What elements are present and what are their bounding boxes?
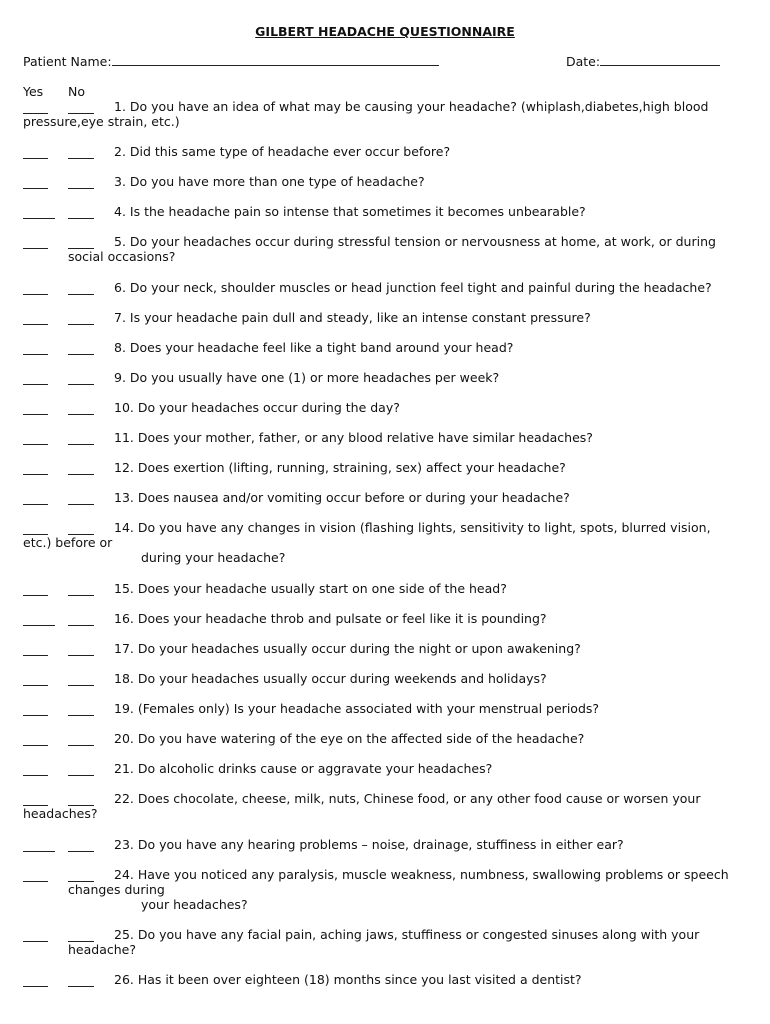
answer-yes-blank[interactable] bbox=[23, 881, 48, 882]
answer-no-blank[interactable] bbox=[68, 685, 94, 686]
question-continuation: headaches? bbox=[23, 806, 98, 821]
question-text: 1. Do you have an idea of what may be causing your headache? (whiplash,diabetes,high blood bbox=[114, 99, 709, 114]
question-text: 5. Do your headaches occur during stressful tension or nervousness at home, at work, or during bbox=[114, 234, 716, 249]
question-continuation: social occasions? bbox=[68, 249, 176, 264]
patient-name-field[interactable] bbox=[112, 54, 439, 66]
answer-yes-blank[interactable] bbox=[23, 384, 48, 385]
patient-name-row bbox=[23, 54, 439, 69]
answer-no-blank[interactable] bbox=[68, 986, 94, 987]
question-text: 25. Do you have any facial pain, aching jaws, stuffiness or congested sinuses along with your bbox=[114, 927, 700, 942]
answer-yes-blank[interactable] bbox=[23, 248, 48, 249]
question-text: 13. Does nausea and/or vomiting occur before or during your headache? bbox=[114, 490, 570, 505]
answer-yes-blank[interactable] bbox=[23, 474, 48, 475]
question-text: 22. Does chocolate, cheese, milk, nuts, Chinese food, or any other food cause or worsen your bbox=[114, 791, 701, 806]
answer-no-blank[interactable] bbox=[68, 775, 94, 776]
answer-yes-blank[interactable] bbox=[23, 595, 48, 596]
answer-no-blank[interactable] bbox=[68, 414, 94, 415]
form-title: GILBERT HEADACHE QUESTIONNAIRE bbox=[255, 24, 515, 39]
question-text: 21. Do alcoholic drinks cause or aggravate your headaches? bbox=[114, 761, 493, 776]
answer-no-blank[interactable] bbox=[68, 474, 94, 475]
yes-column-header: Yes bbox=[23, 84, 44, 99]
answer-yes-blank[interactable] bbox=[23, 354, 48, 355]
question-text: 9. Do you usually have one (1) or more headaches per week? bbox=[114, 370, 500, 385]
question-text: 23. Do you have any hearing problems – noise, drainage, stuffiness in either ear? bbox=[114, 837, 624, 852]
answer-no-blank[interactable] bbox=[68, 851, 94, 852]
question-continuation: etc.) before or bbox=[23, 535, 113, 550]
answer-no-blank[interactable] bbox=[68, 354, 94, 355]
answer-no-blank[interactable] bbox=[68, 655, 94, 656]
question-text: 17. Do your headaches usually occur during the night or upon awakening? bbox=[114, 641, 581, 656]
date-field[interactable] bbox=[600, 54, 720, 66]
answer-yes-blank[interactable] bbox=[23, 504, 48, 505]
answer-no-blank[interactable] bbox=[68, 324, 94, 325]
answer-yes-blank[interactable] bbox=[23, 745, 48, 746]
question-text: 18. Do your headaches usually occur during weekends and holidays? bbox=[114, 671, 547, 686]
question-text: 7. Is your headache pain dull and steady, like an intense constant pressure? bbox=[114, 310, 591, 325]
question-text: 12. Does exertion (lifting, running, straining, sex) affect your headache? bbox=[114, 460, 566, 475]
answer-yes-blank[interactable] bbox=[23, 625, 55, 626]
question-text: 26. Has it been over eighteen (18) months since you last visited a dentist? bbox=[114, 972, 582, 987]
answer-no-blank[interactable] bbox=[68, 218, 94, 219]
answer-yes-blank[interactable] bbox=[23, 685, 48, 686]
answer-yes-blank[interactable] bbox=[23, 715, 48, 716]
question-continuation: pressure,eye strain, etc.) bbox=[23, 114, 180, 129]
no-column-header: No bbox=[68, 84, 85, 99]
answer-no-blank[interactable] bbox=[68, 595, 94, 596]
answer-yes-blank[interactable] bbox=[23, 294, 48, 295]
answer-no-blank[interactable] bbox=[68, 444, 94, 445]
patient-name-label: Patient Name: bbox=[23, 54, 112, 69]
answer-no-blank[interactable] bbox=[68, 188, 94, 189]
answer-no-blank[interactable] bbox=[68, 715, 94, 716]
question-continuation: your headaches? bbox=[141, 897, 248, 912]
question-text: 24. Have you noticed any paralysis, muscle weakness, numbness, swallowing problems or speech bbox=[114, 867, 729, 882]
question-continuation: headache? bbox=[68, 942, 136, 957]
question-text: 20. Do you have watering of the eye on the affected side of the headache? bbox=[114, 731, 585, 746]
answer-yes-blank[interactable] bbox=[23, 941, 48, 942]
question-text: 15. Does your headache usually start on one side of the head? bbox=[114, 581, 507, 596]
answer-no-blank[interactable] bbox=[68, 158, 94, 159]
answer-yes-blank[interactable] bbox=[23, 218, 55, 219]
answer-yes-blank[interactable] bbox=[23, 414, 48, 415]
question-text: 3. Do you have more than one type of headache? bbox=[114, 174, 425, 189]
question-text: 10. Do your headaches occur during the day? bbox=[114, 400, 400, 415]
answer-no-blank[interactable] bbox=[68, 294, 94, 295]
answer-yes-blank[interactable] bbox=[23, 444, 48, 445]
answer-yes-blank[interactable] bbox=[23, 158, 48, 159]
answer-no-blank[interactable] bbox=[68, 625, 94, 626]
answer-yes-blank[interactable] bbox=[23, 324, 48, 325]
answer-yes-blank[interactable] bbox=[23, 188, 48, 189]
question-text: 6. Do your neck, shoulder muscles or head junction feel tight and painful during the headache? bbox=[114, 280, 712, 295]
question-continuation: during your headache? bbox=[141, 550, 286, 565]
answer-no-blank[interactable] bbox=[68, 745, 94, 746]
answer-yes-blank[interactable] bbox=[23, 655, 48, 656]
question-text: 16. Does your headache throb and pulsate or feel like it is pounding? bbox=[114, 611, 547, 626]
question-text: 2. Did this same type of headache ever occur before? bbox=[114, 144, 451, 159]
date-row bbox=[566, 54, 720, 69]
answer-yes-blank[interactable] bbox=[23, 775, 48, 776]
answer-no-blank[interactable] bbox=[68, 504, 94, 505]
date-label: Date: bbox=[566, 54, 601, 69]
question-text: 4. Is the headache pain so intense that sometimes it becomes unbearable? bbox=[114, 204, 586, 219]
question-text: 14. Do you have any changes in vision (flashing lights, sensitivity to light, spots, blurred vision, bbox=[114, 520, 711, 535]
question-text: 19. (Females only) Is your headache associated with your menstrual periods? bbox=[114, 701, 600, 716]
answer-yes-blank[interactable] bbox=[23, 851, 55, 852]
question-text: 11. Does your mother, father, or any blood relative have similar headaches? bbox=[114, 430, 593, 445]
answer-yes-blank[interactable] bbox=[23, 986, 48, 987]
question-continuation: changes during bbox=[68, 882, 165, 897]
question-text: 8. Does your headache feel like a tight band around your head? bbox=[114, 340, 514, 355]
answer-no-blank[interactable] bbox=[68, 384, 94, 385]
